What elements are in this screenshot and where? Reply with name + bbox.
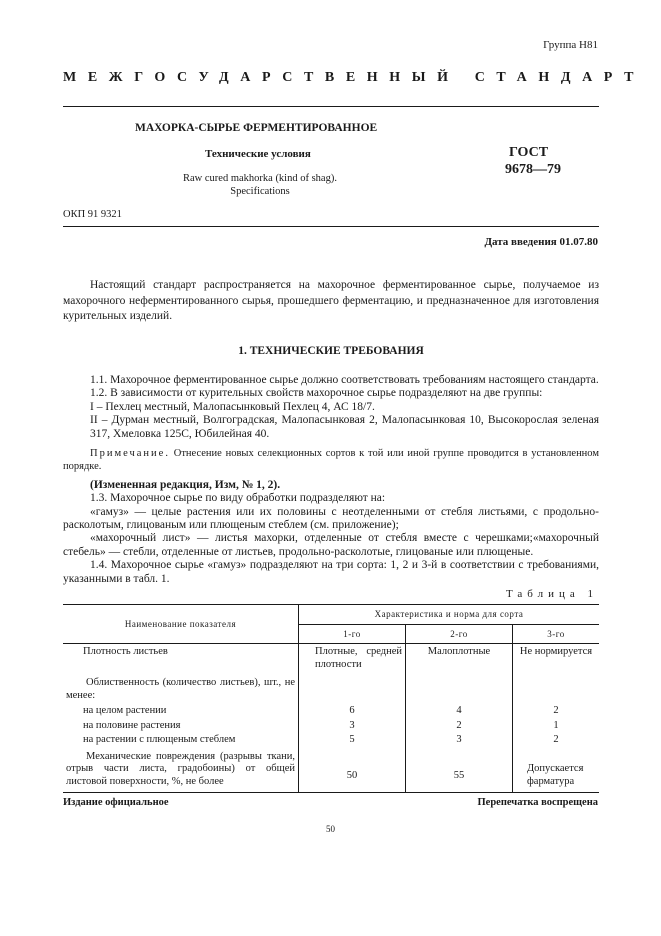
row-g1: 5: [299, 732, 406, 747]
gost-label: ГОСТ: [509, 145, 549, 160]
scope-paragraph: Настоящий стандарт распространяется на махорочное ферментированное сырье, получаемое из махорочного неферментированного сырья, прошедшего ферментацию, и предназначенное для изготовления курительных изделий.: [63, 279, 599, 322]
table-row: [63, 732, 599, 747]
table-row: [63, 671, 599, 702]
document-title: МАХОРКА-СЫРЬЕ ФЕРМЕНТИРОВАННОЕ: [135, 122, 378, 134]
row-name: Механические повреждения (разрывы ткани, отрыв части листа, градобоины) от общей листовой поверхности, %, не более: [66, 750, 295, 787]
row-g2: Малоплотные: [406, 644, 513, 672]
row-g1: 3: [299, 718, 406, 733]
section-heading: 1. ТЕХНИЧЕСКИЕ ТРЕБОВАНИЯ: [238, 345, 424, 357]
okp-divider: [63, 226, 599, 227]
table-caption: Таблица 1: [505, 588, 598, 600]
column-header-group: Характеристика и норма для сорта: [299, 605, 600, 625]
row-name: на целом растении: [83, 705, 167, 716]
okp-code: ОКП 91 9321: [63, 209, 122, 220]
gost-block: [505, 144, 561, 178]
row-name: Плотность листьев: [83, 646, 168, 657]
row-g2: 55: [406, 747, 513, 793]
document-subtitle: Технические условия: [205, 148, 311, 160]
section-body: [63, 374, 599, 586]
group-code: Группа Н81: [543, 39, 598, 51]
english-subtitle: Specifications: [230, 186, 290, 197]
row-g3: 2: [513, 732, 600, 747]
gamuz-definition: «гамуз» — целые растения или их половины с неотделенными от стебля листьями, с продольно-расколотым, глицованым или плющеным стеблем (см. приложение);: [63, 505, 599, 532]
row-name: на растении с плющеным стеблем: [83, 734, 236, 745]
table-1: [63, 604, 599, 792]
row-g1: 6: [299, 702, 406, 718]
row-g3: [513, 671, 600, 702]
note-label: Примечание.: [90, 448, 170, 460]
header-divider: [63, 106, 599, 107]
table-row: [63, 718, 599, 733]
reprint-prohibited: Перепечатка воспрещена: [477, 797, 598, 808]
row-g1: [299, 671, 406, 702]
group-2-text: II – Дурман местный, Волгоградская, Малопасынковая 2, Малопасынковая 10, Высокорослая зеленая 317, Хмеловка 125С, Юбилейная 40.: [90, 414, 599, 440]
grade-header-1: 1-го: [299, 624, 406, 644]
row-name: на половине растения: [83, 719, 181, 731]
clause-1-4: 1.4. Махорочное сырье «гамуз» подразделяют на три сорта: 1, 2 и 3-й в соответствии с требованиями, указанными в табл. 1.: [63, 559, 599, 585]
english-title: Raw cured makhorka (kind of shag).: [183, 173, 337, 184]
edition-note: (Измененная редакция, Изм, № 1, 2).: [90, 478, 281, 491]
leaf-definition: «махорочный лист» — листья махорки, отделенные от стебля вместе с черешками;«махорочный стебель» — стебли, отделенные от листьев, продольно-расколотые, глицованые или плющеные.: [63, 532, 599, 558]
group-1-list: I – Пехлец местный, Малопасынковый Пехлец 4, АС 18/7.: [90, 400, 375, 413]
row-g3: 2: [513, 702, 600, 718]
standard-type-heading: МЕЖГОСУДАРСТВЕННЫЙ СТАНДАРТ: [63, 70, 646, 85]
row-g1: 50: [299, 747, 406, 793]
table-row: [63, 644, 599, 672]
column-header-name: Наименование показателя: [63, 605, 299, 644]
clause-1-3: 1.3. Махорочное сырье по виду обработки подразделяют на:: [90, 492, 386, 505]
row-g2: 3: [406, 732, 513, 747]
english-title-block: [160, 172, 360, 198]
introduction-date: Дата введения 01.07.80: [484, 236, 598, 248]
clause-1-2: 1.2. В зависимости от курительных свойств махорочное сырье подразделяют на две группы:: [90, 387, 543, 400]
grade-header-2: 2-го: [406, 624, 513, 644]
page-number: 50: [326, 824, 335, 834]
table-header-row: [63, 605, 599, 625]
row-g1: Плотные, средней плотности: [299, 644, 406, 672]
note-text: Отнесение новых селекционных сортов к той или иной группе проводится в установленном порядке.: [63, 448, 600, 473]
edition-official: Издание официальное: [63, 797, 169, 808]
gost-number: 9678—79: [505, 162, 561, 177]
footer-divider: [63, 792, 599, 793]
table-row: [63, 702, 599, 718]
row-g3: Не нормируется: [513, 644, 600, 672]
row-g3: Допускается фарматура: [513, 747, 600, 793]
table-row: [63, 747, 599, 793]
grade-header-3: 3-го: [513, 624, 600, 644]
row-g2: [406, 671, 513, 702]
row-name: Облиственность (количество листьев), шт., не менее:: [66, 677, 295, 701]
clause-1-1: 1.1. Махорочное ферментированное сырье должно соответствовать требованиям настоящего стандарта.: [90, 374, 599, 386]
row-g2: 2: [406, 718, 513, 733]
row-g2: 4: [406, 702, 513, 718]
group-2-list: [63, 414, 599, 441]
row-g3: 1: [513, 718, 600, 733]
note: [63, 447, 599, 474]
